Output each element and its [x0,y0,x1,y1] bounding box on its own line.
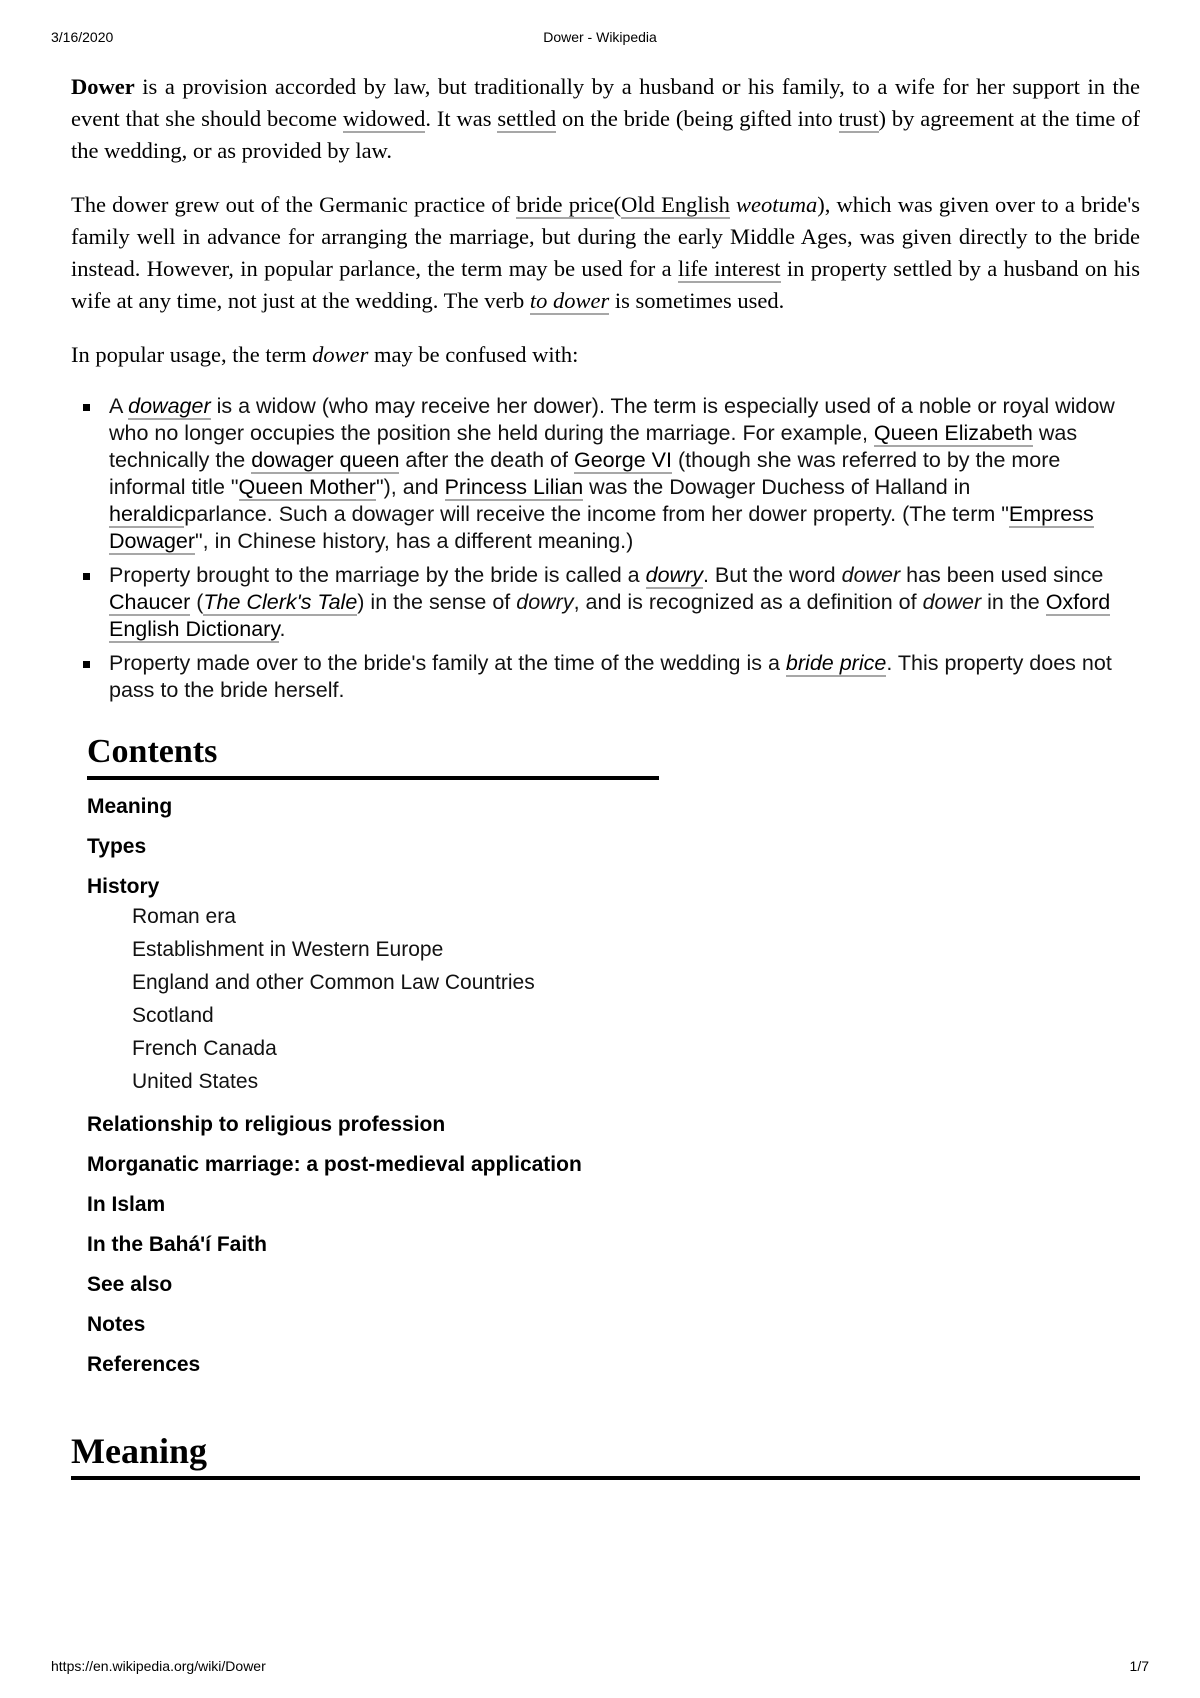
toc-subitem-roman-era[interactable]: Roman era [132,905,236,928]
link-chaucer[interactable]: Chaucer [109,590,191,614]
text: ( [190,590,204,614]
text: . [279,617,286,641]
text: is a widow (who may receive her dower). The term is especially used of a noble or royal widow who no longer occupies the position she held during the marriage. For example, [109,394,1115,445]
list-item [109,562,1140,643]
toc-subitem-western-europe[interactable]: Establishment in Western Europe [132,938,444,961]
intro-paragraph-1 [71,71,1140,167]
page-number: 1/7 [1129,1658,1149,1674]
text: was the Dowager Duchess of Halland in [583,475,971,499]
link-princess-lilian[interactable]: Princess Lilian [444,475,584,499]
text: may be confused with: [368,342,579,367]
text: on the bride (being gifted into [556,106,839,131]
term-dower: dower [841,563,901,587]
link-george-vi[interactable]: George VI [573,448,672,472]
term-dowry: dowry [516,590,574,614]
text: ) by agreement at the time of the wedding, or as provided by law. [71,106,1140,163]
bullet-square-icon [83,661,90,668]
print-date: 3/16/2020 [51,29,114,45]
link-queen-mother[interactable]: Queen Mother [238,475,376,499]
toc-item-meaning[interactable]: Meaning [87,795,173,818]
link-life-interest[interactable]: life interest [677,256,781,281]
toc-item-see-also[interactable]: See also [87,1273,173,1296]
link-old-english[interactable]: Old English [621,192,730,217]
text: has been used since [900,563,1104,587]
article-body [71,71,1140,1480]
text: in property settled by a husband on his wife at any time, not just at the wedding. The verb [71,256,1140,313]
link-empress-dowager[interactable]: Empress Dowager [109,502,1094,553]
text: In popular usage, the term [71,342,313,367]
text: is a provision accorded by law, but traditionally by a husband or his family, to a wife for her support in the event that she should become [71,74,1140,131]
toc-item-islam[interactable]: In Islam [87,1193,166,1216]
toc-item-morganatic[interactable]: Morganatic marriage: a post-medieval application [87,1153,582,1176]
toc-subitem-scotland[interactable]: Scotland [132,1004,214,1027]
text: is sometimes used. [609,288,785,313]
link-widowed[interactable]: widowed [342,106,426,131]
toc-history-subsections [87,900,659,1098]
link-dowry[interactable] [646,563,703,589]
text: . But the word [702,563,842,587]
text: . It was [425,106,498,131]
toc-subitem-england[interactable]: England and other Common Law Countries [132,971,535,994]
link-bride-price[interactable]: bride price [516,192,614,217]
link-queen-elizabeth[interactable]: Queen Elizabeth [873,421,1033,445]
text: ", in Chinese history, has a different meaning.) [195,529,634,553]
toc-item-bahai[interactable]: In the Bahá'í Faith [87,1233,268,1256]
intro-paragraph-2 [71,189,1140,317]
table-of-contents [87,730,659,1378]
toc-item-types[interactable]: Types [87,835,147,858]
text: Property brought to the marriage by the bride is called a [109,563,646,587]
link-dowager[interactable] [128,394,210,420]
toc-subitem-french-canada[interactable]: French Canada [132,1037,277,1060]
text: parlance. Such a dowager will receive the income from her dower property. (The term " [184,502,1009,526]
article-term: Dower [71,74,135,99]
link-bride-price-text: bride price [785,651,887,675]
link-dowager-queen[interactable]: dowager queen [251,448,400,472]
text: was technically the [109,421,1078,472]
bullet-square-icon [83,573,90,580]
toc-item-history[interactable]: History [87,875,160,898]
link-oxford-english-dictionary[interactable]: Oxford English Dictionary [109,590,1111,641]
toc-item-references[interactable]: References [87,1353,201,1376]
term-dower: dower [312,342,369,367]
link-dowager-text: dowager [128,394,211,418]
link-to-dower-text: to dower [529,288,610,313]
link-dowry-text: dowry [645,563,703,587]
list-item [109,393,1140,555]
text: ( [613,192,622,217]
link-clerks-tale-text: The Clerk's Tale [203,590,358,614]
print-page-title: Dower - Wikipedia [543,29,657,45]
toc-title: Contents [87,730,659,780]
print-url: https://en.wikipedia.org/wiki/Dower [51,1658,266,1674]
toc-subitem-united-states[interactable]: United States [132,1070,259,1093]
text: . This property does not pass to the bride herself. [109,651,1112,702]
text: "), and [375,475,445,499]
toc-item-notes[interactable]: Notes [87,1313,146,1336]
text: The dower grew out of the Germanic practice of [71,192,517,217]
term-weotuma: weotuma [736,192,818,217]
link-heraldic[interactable]: heraldic [109,502,185,526]
section-heading-meaning: Meaning [71,1428,1140,1480]
text: ), which was given over to a bride's family well in advance for arranging the marriage, but during the early Middle Ages, was given directly to the bride instead. However, in popular parlance, the term may be used for a [71,192,1141,281]
text: in the [981,590,1046,614]
intro-paragraph-3 [71,339,1140,371]
link-trust[interactable]: trust [838,106,879,131]
text: , and is recognized as a definition of [573,590,923,614]
term-dower: dower [922,590,982,614]
link-settled[interactable]: settled [497,106,557,131]
text: ) in the sense of [357,590,517,614]
bullet-square-icon [83,404,90,411]
text: A [109,394,129,418]
text: after the death of [399,448,574,472]
link-bride-price[interactable] [786,651,886,677]
toc-item-relationship[interactable]: Relationship to religious profession [87,1113,446,1136]
link-clerks-tale[interactable] [203,590,357,616]
confusion-list [71,393,1140,704]
link-to-dower[interactable] [530,288,609,315]
list-item [109,650,1140,704]
text: Property made over to the bride's family at the time of the wedding is a [109,651,786,675]
text: (though she was referred to by the more informal title " [109,448,1061,499]
